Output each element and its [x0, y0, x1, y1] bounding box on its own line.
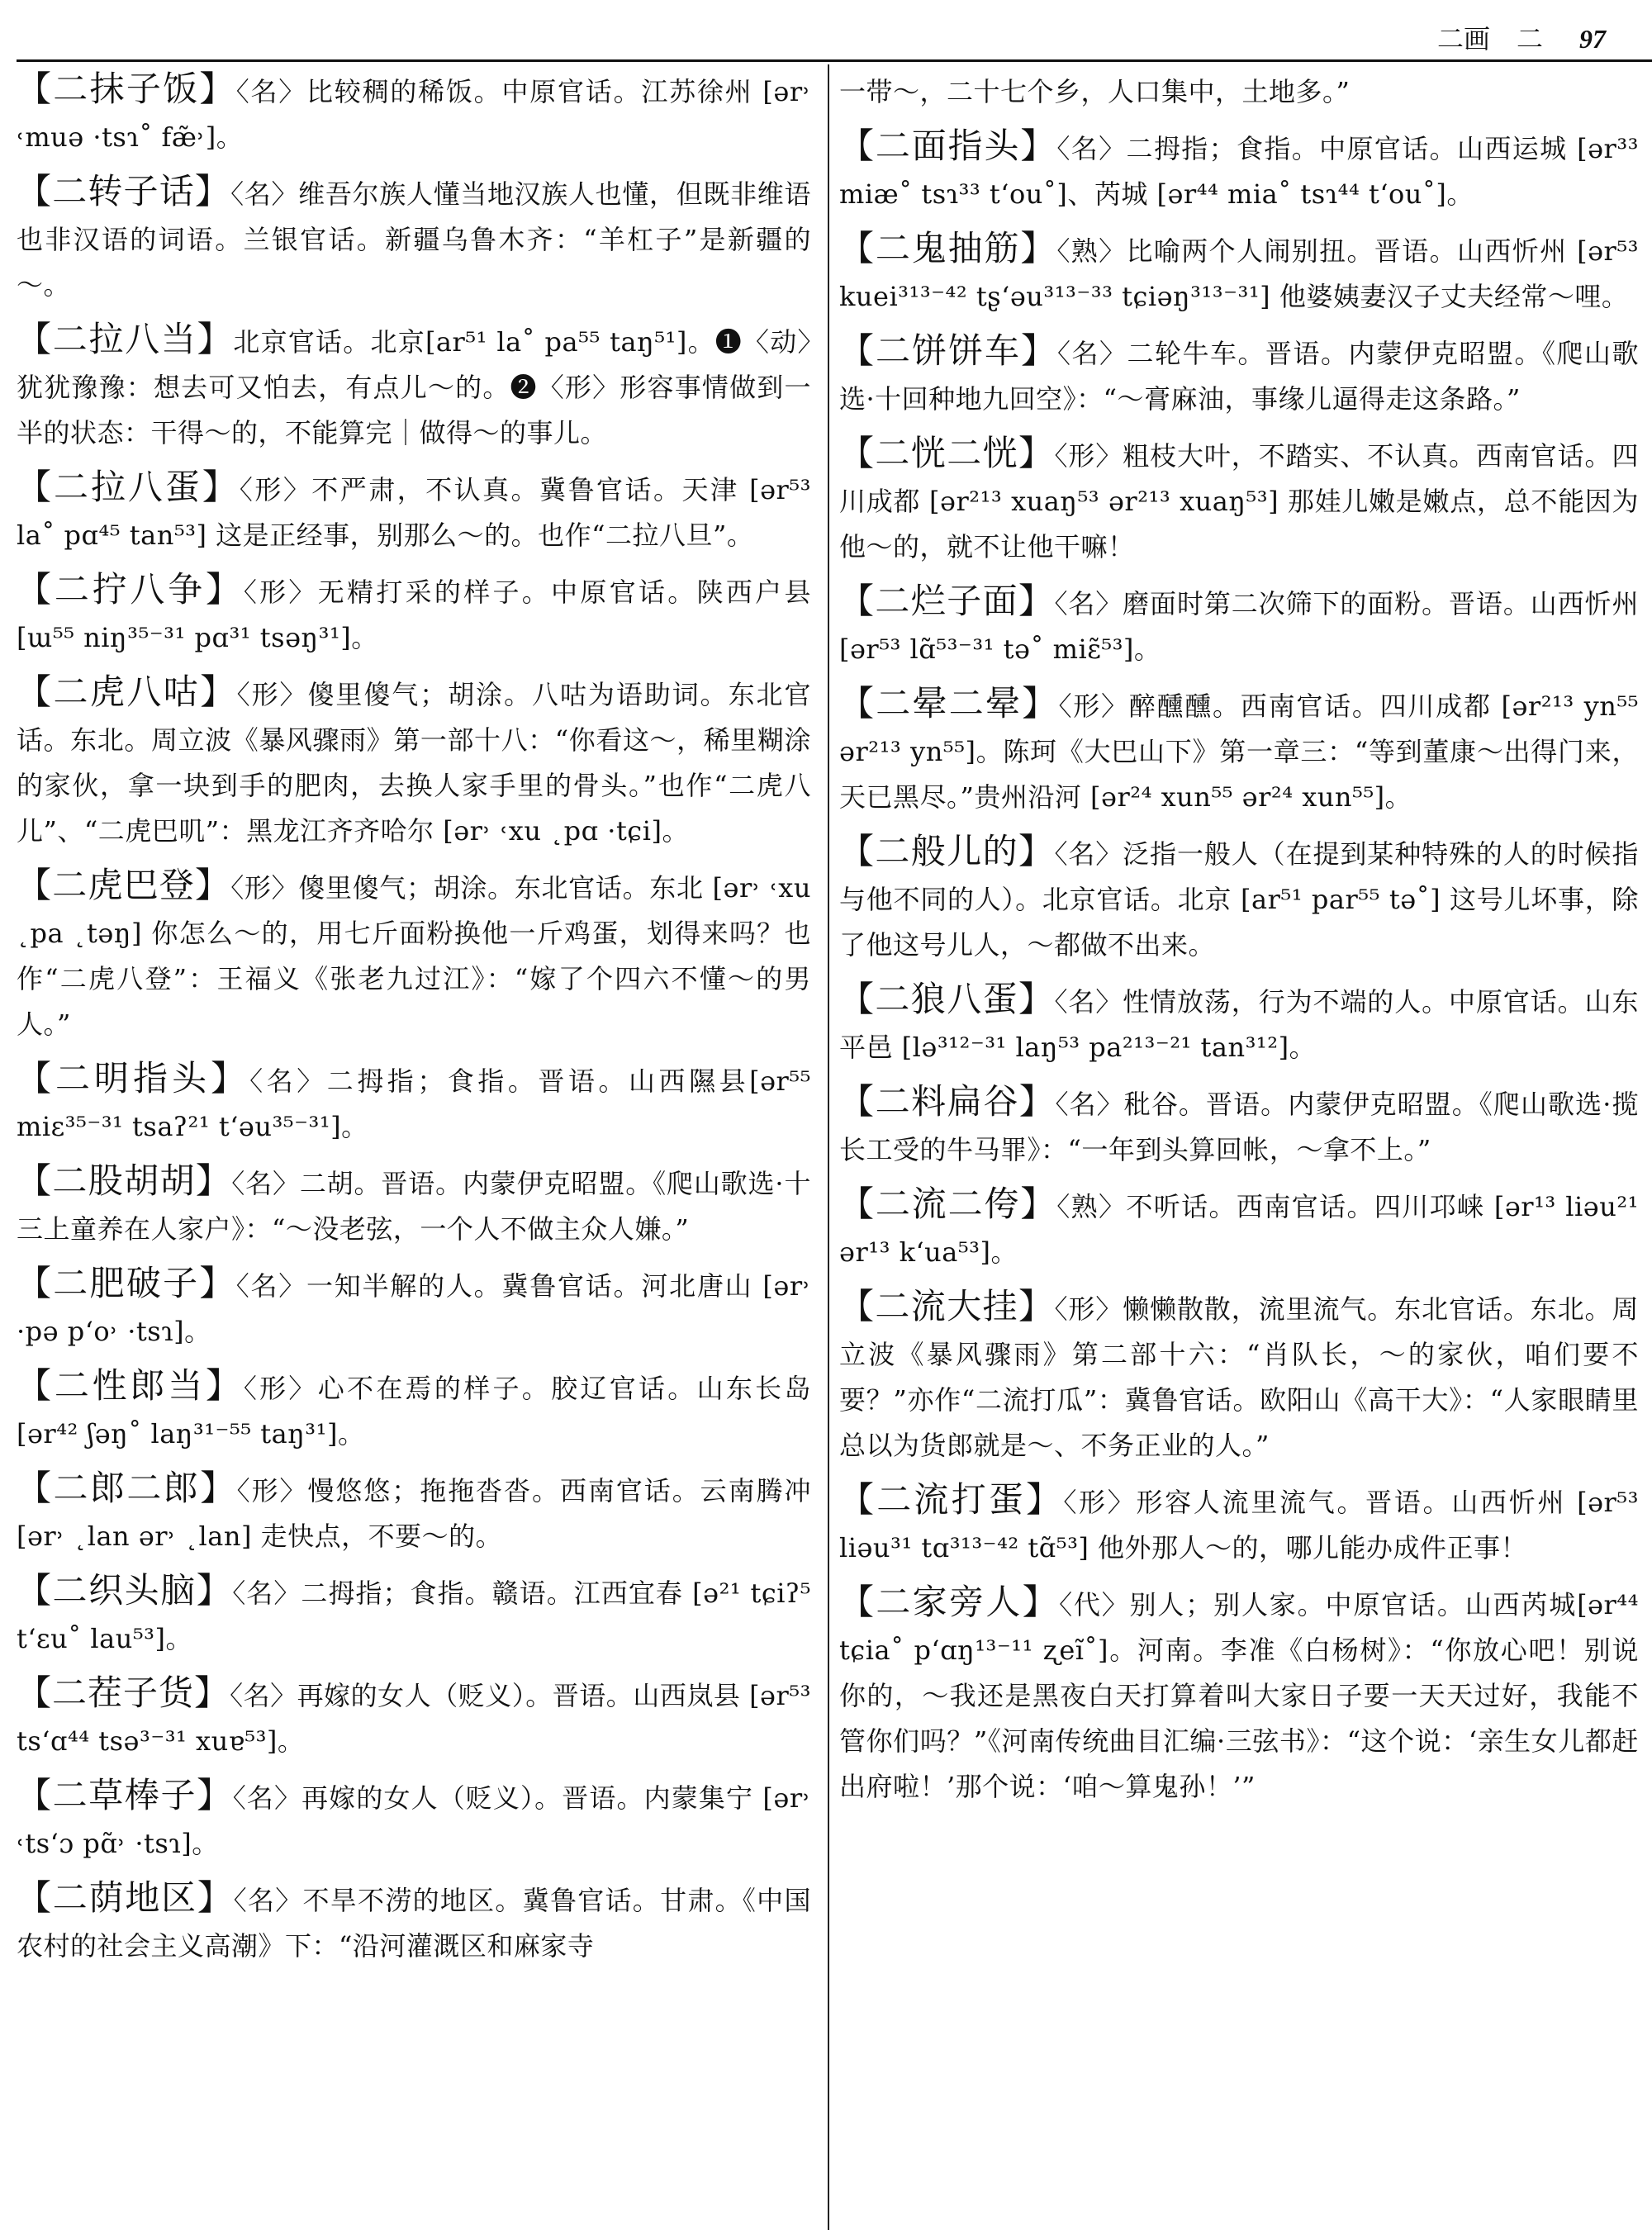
entry-headword: 【 二虎八咕 】 — [17, 671, 237, 712]
entry-definition: 〈名〉二胡。晋语。内蒙伊克昭盟。《爬山歌选·十三上童养在人家户》：“～没老弦，一个人不做主众人嫌。” — [17, 1168, 811, 1245]
running-head — [1437, 18, 1606, 56]
entry-headword: 【 二抹子饭 】 — [17, 69, 236, 109]
dictionary-entry — [839, 1582, 1639, 1810]
entry-headword: 【 二郎二郎 】 — [17, 1468, 237, 1508]
entry-definition: 〈熟〉比喻两个人闹别扭。晋语。山西忻州 [ər⁵³ kuei³¹³⁻⁴² tʂʻəu³¹³⁻³³ tɕiəŋ³¹³⁻³¹] 他婆姨妻汉子丈夫经常～哩。 — [839, 235, 1639, 312]
dictionary-entry — [17, 69, 811, 160]
entry-definition: 〈名〉泛指一般人（在提到某种特殊的人的时候指与他不同的人）。北京官话。北京 [ar⁵¹ par⁵⁵ tə˚] 这号儿坏事，除了他这号儿人，～都做不出来。 — [839, 838, 1639, 961]
entry-definition: 〈名〉不旱不涝的地区。冀鲁官话。甘肃。《中国农村的社会主义高潮》下：“沿河灌溉区和麻家寺 — [17, 1885, 811, 1962]
page-number: 97 — [1579, 24, 1606, 54]
entry-definition: 〈名〉秕谷。晋语。内蒙伊克昭盟。《爬山歌选·揽长工受的牛马罪》：“一年到头算回帐，～拿不上。” — [839, 1089, 1639, 1165]
entry-definition: 〈名〉维吾尔族人懂当地汉族人也懂，但既非维语也非汉语的词语。兰银官话。新疆乌鲁木齐：“羊杠子”是新疆的～。 — [17, 178, 811, 301]
entry-headword: 【 二拉八蛋 】 — [17, 467, 240, 507]
column-divider — [828, 64, 829, 2230]
entry-definition: 一带～，二十七个乡，人口集中，土地多。” — [839, 76, 1351, 107]
dictionary-entry — [17, 1366, 811, 1457]
dictionary-entry — [17, 1673, 811, 1764]
entry-definition: 〈形〉傻里傻气；胡涂。八咕为语助词。东北官话。东北。周立波《暴风骤雨》第一部十八：“你看这～，稀里糊涂的家伙，拿一块到手的肥肉，去换人家手里的骨头。”也作“二虎八儿”、“二虎巴叽”：黑龙江齐齐哈尔 [ər˒ ˓xu ˛pɑ ·tɕi]。 — [17, 679, 811, 847]
entry-headword: 【 二荫地区 】 — [17, 1877, 234, 1918]
dictionary-entry — [839, 684, 1639, 820]
entry-definition: 〈名〉再嫁的女人（贬义）。晋语。内蒙集宁 [ər˒ ˓tsʻɔ pɑ̃˒ ·tsɿ]。 — [17, 1782, 811, 1859]
entry-definition: 〈名〉二拇指；食指。晋语。山西隰县[ər⁵⁵ miɛ³⁵⁻³¹ tsaʔ²¹ tʻəu³⁵⁻³¹]。 — [17, 1065, 811, 1142]
entry-headword: 【 二茬子货 】 — [17, 1672, 230, 1713]
entry-headword: 【 二转子话 】 — [17, 171, 230, 211]
entry-definition: 北京官话。北京[ar⁵¹ la˚ pa⁵⁵ taŋ⁵¹]。❶〈动〉犹犹豫豫：想去可又怕去，有点儿～的。❷〈形〉形容事情做到一半的状态：干得～的，不能算完｜做得～的事儿。 — [17, 326, 811, 448]
dictionary-entry — [839, 832, 1639, 968]
entry-definition: 〈形〉形容人流里流气。晋语。山西忻州 [ər⁵³ liəu³¹ tɑ³¹³⁻⁴² tɑ̃⁵³] 他外那人～的，哪儿能办成件正事！ — [839, 1487, 1639, 1563]
entry-headword: 【 二饼饼车 】 — [839, 330, 1057, 371]
entry-definition: 〈形〉慢悠悠；拖拖沓沓。西南官话。云南腾冲 [ər˒ ˛lan ər˒ ˛lan] 走快点，不要～的。 — [17, 1475, 811, 1552]
dictionary-entry — [17, 672, 811, 854]
dictionary-entry — [839, 1184, 1639, 1275]
dictionary-entry — [839, 980, 1639, 1070]
entry-headword: 【 二肥破子 】 — [17, 1263, 236, 1303]
continued-entry — [839, 69, 1639, 115]
dictionary-entry — [839, 126, 1639, 217]
entry-headword: 【 二面指头 】 — [839, 126, 1056, 166]
entry-definition: 〈名〉再嫁的女人（贬义）。晋语。山西岚县 [ər⁵³ tsʻɑ⁴⁴ tsə³⁻³¹ xuɐ⁵³]。 — [17, 1680, 811, 1757]
dictionary-entry — [17, 172, 811, 308]
entry-headword: 【 二流打蛋 】 — [839, 1479, 1063, 1520]
entry-headword: 【 二恍二恍 】 — [839, 433, 1054, 473]
left-column — [17, 69, 811, 2222]
entry-definition: 〈代〉别人；别人家。中原官话。山西芮城[ər⁴⁴ tɕia˚ pʻɑŋ¹³⁻¹¹ ʐeĩ˚]。河南。李准《白杨树》：“你放心吧！别说你的，～我还是黑夜白天打算着叫大家日子要一天天过好，我能不管你们吗？”《河南传统曲目汇编·三弦书》：“这个说：‘亲生女儿都赶出府啦！’那个说：‘咱～算鬼孙！’” — [839, 1589, 1639, 1802]
dictionary-entry — [17, 1878, 811, 1969]
entry-definition: 〈名〉性情放荡，行为不端的人。中原官话。山东平邑 [lə³¹²⁻³¹ laŋ⁵³ pa²¹³⁻²¹ tan³¹²]。 — [839, 986, 1639, 1063]
entry-headword: 【 二烂子面 】 — [839, 581, 1054, 621]
entry-definition: 〈形〉傻里傻气；胡涂。东北官话。东北 [ər˒ ˓xu ˛pa ˛təŋ] 你怎么～的，用七斤面粉换他一斤鸡蛋，划得来吗？也作“二虎八登”：王福义《张老九过江》：“嫁了个四六不懂～的男人。” — [17, 872, 811, 1040]
entry-headword: 【 二流大挂 】 — [839, 1286, 1054, 1326]
entry-definition: 〈名〉二轮牛车。晋语。内蒙伊克昭盟。《爬山歌选·十回种地九回空》：“～膏麻油，事缘儿逼得走这条路。” — [839, 338, 1639, 415]
entry-headword: 【 二流二侉 】 — [839, 1184, 1056, 1224]
entry-headword: 【 二虎巴登 】 — [17, 865, 230, 905]
dictionary-entry — [17, 866, 811, 1047]
entry-headword: 【 二性郎当 】 — [17, 1365, 244, 1406]
dictionary-entry — [17, 1059, 811, 1150]
entry-headword: 【 二织头脑 】 — [17, 1570, 232, 1611]
entry-headword: 【 二草棒子 】 — [17, 1775, 233, 1815]
dictionary-entry — [839, 331, 1639, 422]
dictionary-entry — [17, 1571, 811, 1662]
entry-headword: 【 二料扁谷 】 — [839, 1081, 1056, 1122]
entry-headword: 【 二鬼抽筋 】 — [839, 228, 1056, 268]
entry-definition: 〈形〉懒懒散散，流里流气。东北官话。东北。周立波《暴风骤雨》第二部十六：“肖队长，～的家伙，咱们要不要？”亦作“二流打瓜”：冀鲁官话。欧阳山《高干大》：“人家眼睛里总以为货郎就是～、不务正业的人。” — [839, 1293, 1639, 1461]
entry-definition: 〈熟〉不听话。西南官话。四川邛崃 [ər¹³ liəu²¹ ər¹³ kʻua⁵³]。 — [839, 1191, 1639, 1268]
entry-definition: 〈名〉比较稠的稀饭。中原官话。江苏徐州 [ər˒ ˓muə ·tsɿ˚ fæ̃˒]。 — [17, 76, 811, 153]
entry-headword: 【 二拉八当 】 — [17, 319, 233, 359]
entry-definition: 〈形〉心不在焉的样子。胶辽官话。山东长岛 [ər⁴² ʃəŋ˚ laŋ³¹⁻⁵⁵ taŋ³¹]。 — [17, 1373, 811, 1450]
entry-definition: 〈形〉醉醺醺。西南官话。四川成都 [ər²¹³ yn⁵⁵ ər²¹³ yn⁵⁵]。陈珂《大巴山下》第一章三：“等到董康～出得门来，天已黑尽。”贵州沿河 [ər²⁴ xun⁵⁵ ər²⁴ xun⁵⁵]。 — [839, 690, 1639, 813]
dictionary-entry — [839, 434, 1639, 570]
dictionary-entry — [839, 1480, 1639, 1571]
section-label: 二画 二 — [1436, 23, 1543, 55]
entry-definition: 〈名〉二拇指；食指。中原官话。山西运城 [ər³³ miæ˚ tsɿ³³ tʻou˚]、芮城 [ər⁴⁴ mia˚ tsɿ⁴⁴ tʻou˚]。 — [839, 133, 1639, 210]
header-rule — [17, 59, 1652, 62]
entry-definition: 〈名〉二拇指；食指。赣语。江西宜春 [ə²¹ tɕiʔ⁵ tʻɛu˚ lau⁵³]。 — [17, 1578, 811, 1654]
entry-headword: 【 二明指头 】 — [17, 1058, 249, 1098]
entry-headword: 【 二股胡胡 】 — [17, 1160, 231, 1201]
entry-definition: 〈名〉磨面时第二次筛下的面粉。晋语。山西忻州 [ər⁵³ lɑ̃⁵³⁻³¹ tə˚ miɛ̃⁵³]。 — [839, 588, 1639, 665]
dictionary-entry — [839, 581, 1639, 672]
right-column — [839, 69, 1639, 2222]
dictionary-entry — [17, 1264, 811, 1355]
entry-headword: 【 二晕二晕 】 — [839, 683, 1059, 724]
dictionary-entry — [17, 1468, 811, 1559]
dictionary-entry — [17, 1776, 811, 1867]
dictionary-entry — [17, 320, 811, 456]
entry-definition: 〈形〉无精打采的样子。中原官话。陕西户县 [ɯ⁵⁵ niŋ³⁵⁻³¹ pɑ³¹ tsəŋ³¹]。 — [17, 576, 811, 653]
entry-headword: 【 二般儿的 】 — [839, 831, 1054, 871]
entry-headword: 【 二拧八争 】 — [17, 569, 244, 610]
dictionary-entry — [839, 1287, 1639, 1468]
entry-headword: 【 二狼八蛋 】 — [839, 979, 1054, 1019]
dictionary-entry — [839, 229, 1639, 320]
dictionary-entry — [839, 1082, 1639, 1173]
dictionary-entry — [17, 467, 811, 558]
dictionary-entry — [17, 570, 811, 661]
entry-definition: 〈形〉不严肃，不认真。冀鲁官话。天津 [ər⁵³ la˚ pɑ⁴⁵ tan⁵³] 这是正经事，别那么～的。也作“二拉八旦”。 — [17, 474, 811, 551]
entry-headword: 【 二家旁人 】 — [839, 1582, 1059, 1622]
entry-definition: 〈形〉粗枝大叶，不踏实、不认真。西南官话。四川成都 [ər²¹³ xuaŋ⁵³ ər²¹³ xuaŋ⁵³] 那娃儿嫩是嫩点，总不能因为他～的，就不让他干嘛！ — [839, 440, 1639, 562]
entry-definition: 〈名〉一知半解的人。冀鲁官话。河北唐山 [ər˒ ·pə pʻo˒ ·tsɿ]。 — [17, 1270, 811, 1347]
dictionary-entry — [17, 1161, 811, 1252]
